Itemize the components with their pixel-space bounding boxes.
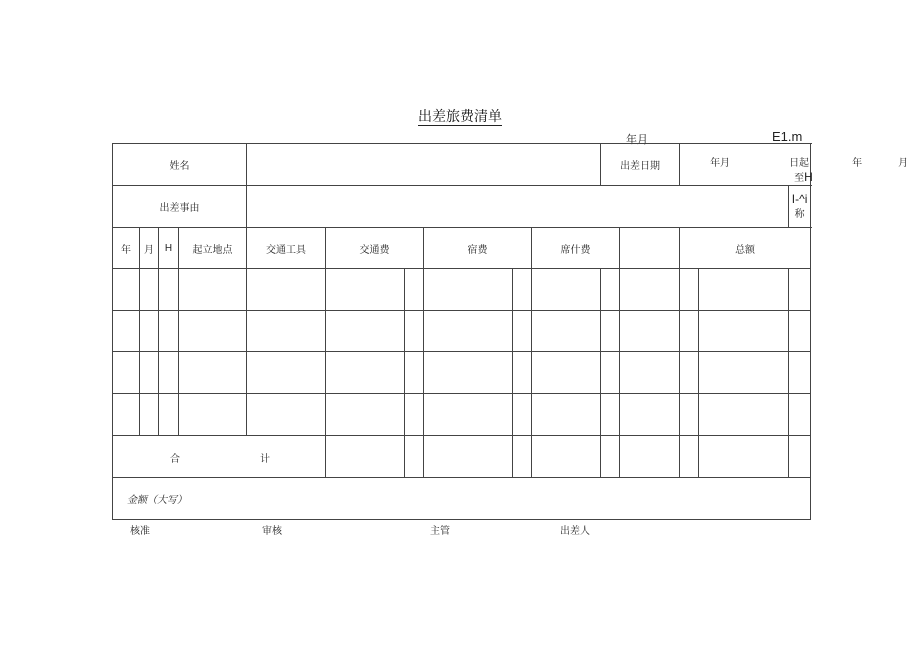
cell[interactable] <box>699 352 789 394</box>
cell[interactable] <box>620 394 680 436</box>
cell[interactable] <box>179 352 247 394</box>
cell[interactable] <box>405 436 424 478</box>
col-transport-tool: 交通工具 <box>247 228 326 269</box>
cell[interactable] <box>405 394 424 436</box>
cell[interactable] <box>601 269 620 311</box>
cell[interactable] <box>680 311 699 352</box>
signature-approve: 核准 <box>130 526 150 537</box>
cell[interactable] <box>140 352 159 394</box>
col-misc-fee: 席什费 <box>532 228 620 269</box>
column-header-row <box>113 228 811 269</box>
cell[interactable] <box>532 436 601 478</box>
cell[interactable] <box>601 311 620 352</box>
cell[interactable] <box>513 311 532 352</box>
cell[interactable] <box>326 311 405 352</box>
table-row <box>113 269 811 311</box>
cell[interactable] <box>113 269 140 311</box>
cell[interactable] <box>424 311 513 352</box>
date-from-day: 日起至 <box>789 158 810 184</box>
cell[interactable] <box>601 352 620 394</box>
cell[interactable] <box>247 269 326 311</box>
cell[interactable] <box>326 352 405 394</box>
col-day: H <box>159 228 179 269</box>
cell[interactable] <box>699 436 789 478</box>
cell[interactable] <box>159 352 179 394</box>
cell[interactable] <box>789 394 811 436</box>
name-date-row <box>113 144 811 186</box>
cell[interactable] <box>699 311 789 352</box>
cell[interactable] <box>513 269 532 311</box>
signature-review: 审核 <box>262 526 282 537</box>
col-month: 月 <box>140 228 159 269</box>
totals-row <box>113 436 811 478</box>
cell[interactable] <box>405 311 424 352</box>
cell[interactable] <box>247 352 326 394</box>
cell[interactable] <box>532 269 601 311</box>
cell[interactable] <box>620 311 680 352</box>
document-title: 出差旅费清单 <box>418 108 502 124</box>
expense-form-table <box>112 143 909 520</box>
travel-date-label: 出差日期 <box>601 144 680 186</box>
reason-label: 出差事由 <box>113 186 247 228</box>
date-from-year-month: 年月 <box>710 158 731 169</box>
totals-ji: 计 <box>260 454 270 465</box>
travel-date-field[interactable] <box>680 144 909 186</box>
cell[interactable] <box>680 394 699 436</box>
cell[interactable] <box>159 394 179 436</box>
signature-supervisor: 主管 <box>430 526 450 537</box>
cell[interactable] <box>513 352 532 394</box>
col-total: 总额 <box>680 228 811 269</box>
title-label-bottom: 称 <box>794 208 805 220</box>
cell[interactable] <box>424 352 513 394</box>
cell[interactable] <box>247 394 326 436</box>
cell[interactable] <box>247 311 326 352</box>
title-label-top: I-^i <box>791 191 808 206</box>
table-row <box>113 352 811 394</box>
cell[interactable] <box>140 269 159 311</box>
cell[interactable] <box>405 269 424 311</box>
cell[interactable] <box>113 311 140 352</box>
col-transport-fee: 交通费 <box>326 228 424 269</box>
signature-traveler: 出差人 <box>560 526 590 537</box>
cell[interactable] <box>326 269 405 311</box>
cell[interactable] <box>620 436 680 478</box>
cell[interactable] <box>789 311 811 352</box>
cell[interactable] <box>140 311 159 352</box>
cell[interactable] <box>113 352 140 394</box>
date-to-year: 年 <box>852 158 863 169</box>
amount-in-words[interactable]: 金额（大写） <box>113 478 811 520</box>
cell[interactable] <box>620 352 680 394</box>
col-lodging-fee: 宿费 <box>424 228 532 269</box>
cell[interactable] <box>326 394 405 436</box>
cell[interactable] <box>513 394 532 436</box>
totals-label <box>113 436 326 478</box>
cell[interactable] <box>140 394 159 436</box>
cell[interactable] <box>532 394 601 436</box>
cell[interactable] <box>424 269 513 311</box>
header-code: E1.m <box>772 129 803 144</box>
table-row <box>113 311 811 352</box>
cell[interactable] <box>513 436 532 478</box>
title-label <box>789 186 811 228</box>
col-blank <box>620 228 680 269</box>
cell[interactable] <box>424 436 513 478</box>
cell[interactable] <box>326 436 405 478</box>
cell[interactable] <box>789 269 811 311</box>
table-row <box>113 394 811 436</box>
totals-he: 合 <box>170 454 180 465</box>
cell[interactable] <box>179 311 247 352</box>
cell[interactable] <box>405 352 424 394</box>
name-field[interactable] <box>247 144 601 186</box>
cell[interactable] <box>159 269 179 311</box>
cell[interactable] <box>680 352 699 394</box>
cell[interactable] <box>532 352 601 394</box>
cell[interactable] <box>532 311 601 352</box>
cell[interactable] <box>680 269 699 311</box>
cell[interactable] <box>179 394 247 436</box>
date-to-month: 月 <box>898 158 909 169</box>
cell[interactable] <box>113 394 140 436</box>
cell[interactable] <box>699 394 789 436</box>
reason-row <box>113 186 811 228</box>
col-place: 起立地点 <box>179 228 247 269</box>
cell[interactable] <box>620 269 680 311</box>
cell[interactable] <box>424 394 513 436</box>
header-year-month: 年月 <box>626 133 648 146</box>
cell[interactable] <box>699 269 789 311</box>
reason-field[interactable] <box>247 186 789 228</box>
amount-row <box>113 478 811 520</box>
name-label: 姓名 <box>113 144 247 186</box>
cell[interactable] <box>159 311 179 352</box>
cell[interactable] <box>789 352 811 394</box>
cell[interactable] <box>601 394 620 436</box>
date-day-mark: H <box>804 170 813 184</box>
col-year: 年 <box>113 228 140 269</box>
cell[interactable] <box>179 269 247 311</box>
cell[interactable] <box>601 436 620 478</box>
cell[interactable] <box>789 436 811 478</box>
cell[interactable] <box>680 436 699 478</box>
